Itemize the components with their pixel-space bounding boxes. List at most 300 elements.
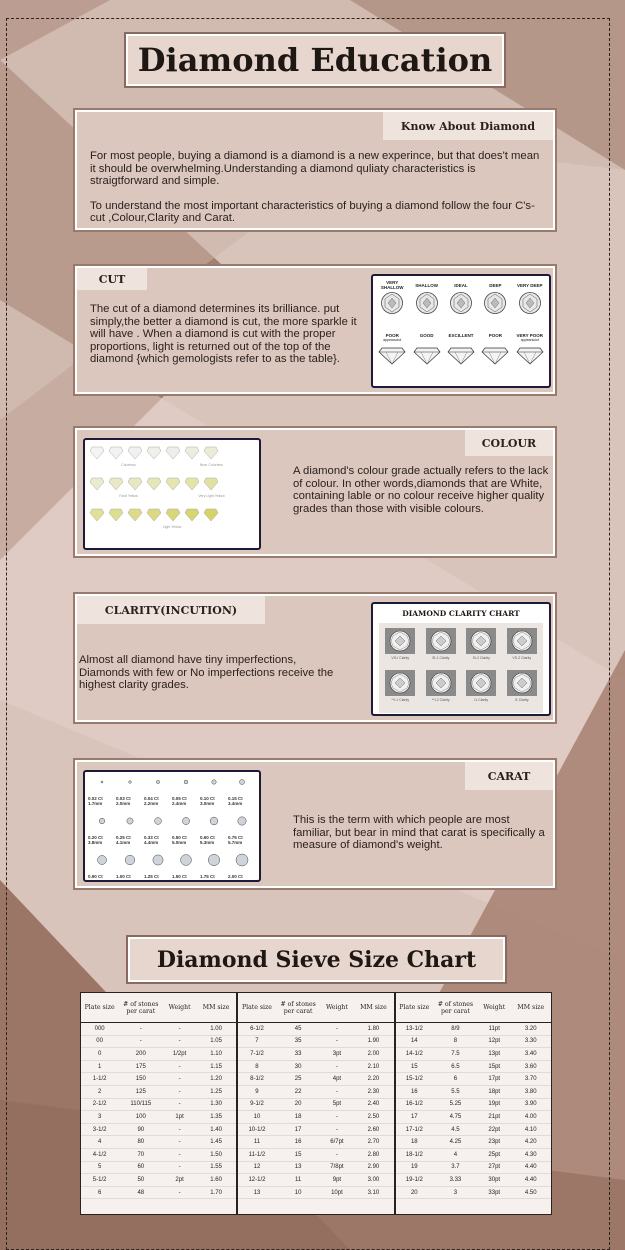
carat-mm: 6.2mm <box>88 879 103 882</box>
cut-grade-label: GOOD <box>419 333 434 338</box>
diamond-icon <box>127 508 143 522</box>
cut-diamond-top-view-icon <box>483 291 507 315</box>
table-row <box>81 1086 236 1099</box>
table-cell: 1.45 <box>210 1139 222 1146</box>
cut-grade-label: VERY POOR <box>516 333 544 338</box>
table-cell: 17pt <box>488 1076 501 1083</box>
sieve-header-cell: Plate size <box>84 1004 115 1011</box>
cut-diagram-bottom <box>478 333 512 383</box>
sieve-column <box>81 993 238 1214</box>
table-cell: 9-1/2 <box>250 1101 264 1108</box>
table-cell: 33 <box>294 1050 302 1057</box>
table-cell: 30 <box>294 1063 302 1070</box>
table-row <box>238 1187 393 1200</box>
table-cell: 60 <box>137 1164 145 1171</box>
table-cell: 4.10 <box>524 1126 537 1133</box>
cut-diagram-bottom <box>409 333 443 383</box>
cut-text: The cut of a diamond determines its brilliance. put simply,the better a diamond is cut, the more sparkle it will have . When a diamond is cut with the proper proportions, light is returned out of the top of the diamond {which gemologists refer to as the table}. <box>90 303 357 365</box>
table-cell: 11pt <box>488 1025 500 1032</box>
carat-sample <box>116 775 144 806</box>
table-row <box>81 1136 236 1149</box>
carat-diamond-icon <box>151 775 165 790</box>
sieve-header-row <box>81 993 236 1023</box>
page-title: Diamond Education <box>137 41 493 79</box>
table-cell: 14 <box>410 1038 418 1045</box>
cut-diagram-top <box>409 279 443 333</box>
diamond-icon <box>146 477 162 491</box>
colour-caption: Faint Yellow <box>119 494 138 498</box>
table-cell: 110/115 <box>130 1101 152 1108</box>
carat-diamond-icon <box>95 814 109 829</box>
table-cell: 2.20 <box>367 1076 380 1083</box>
table-cell: 4.20 <box>524 1139 537 1146</box>
clarity-grade-label: SI-2 Clarity <box>472 656 490 660</box>
table-cell: 200 <box>135 1050 146 1057</box>
colour-caption: Light Yellow <box>162 525 182 529</box>
table-cell: - <box>335 1038 338 1045</box>
carat-diamond-icon <box>207 814 221 829</box>
sieve-title: Diamond Sieve Size Chart <box>156 946 477 973</box>
table-cell: 2.70 <box>367 1139 380 1146</box>
sieve-column <box>396 993 551 1214</box>
table-cell: - <box>178 1101 181 1108</box>
cut-label-bottom <box>383 333 401 345</box>
cut-label-top: SHALLOW <box>415 282 438 288</box>
table-cell: 27pt <box>488 1164 501 1171</box>
table-cell: 5.5 <box>451 1088 460 1095</box>
carat-weight: 0.75 Ct <box>228 835 243 840</box>
diamond-icon <box>203 477 219 491</box>
table-cell: 8-1/2 <box>250 1076 264 1083</box>
sieve-header-row <box>396 993 551 1023</box>
clarity-sample <box>464 670 499 708</box>
carat-sample <box>228 853 256 882</box>
carat-diamond-icon <box>179 853 193 868</box>
carat-mm: 3.8mm <box>88 840 103 845</box>
table-cell: 14-1/2 <box>405 1050 423 1057</box>
table-cell: 80 <box>137 1139 145 1146</box>
table-row <box>396 1023 551 1036</box>
table-row <box>81 1174 236 1187</box>
colour-gem-row <box>89 477 255 498</box>
table-row <box>396 1061 551 1074</box>
clarity-image-title: DIAMOND CLARITY CHART <box>402 609 520 618</box>
carat-weight: 1.25 Ct <box>144 874 159 879</box>
table-cell: 3.10 <box>367 1189 380 1196</box>
carat-mm: 7.3mm <box>172 879 187 882</box>
table-row <box>238 1099 393 1112</box>
table-cell: 22pt <box>488 1126 501 1133</box>
colour-caption: Colorless <box>121 463 136 467</box>
diamond-icon <box>89 446 105 460</box>
table-cell: 3.90 <box>524 1101 537 1108</box>
diamond-icon <box>127 446 143 460</box>
diamond-icon <box>184 508 200 522</box>
carat-diamond-icon <box>123 853 137 868</box>
table-cell: 50 <box>137 1176 145 1183</box>
table-cell: 2.30 <box>367 1088 380 1095</box>
table-cell: 30pt <box>488 1176 501 1183</box>
table-cell: 2.40 <box>367 1101 380 1108</box>
clarity-sample <box>383 628 418 666</box>
carat-mm: 5.3mm <box>200 840 215 845</box>
table-cell: - <box>335 1126 338 1133</box>
table-row <box>81 1187 236 1200</box>
table-row <box>238 1174 393 1187</box>
table-cell: 1.70 <box>210 1189 222 1196</box>
table-cell: 4.75 <box>449 1113 462 1120</box>
diamond-icon <box>165 508 181 522</box>
table-cell: 00 <box>96 1038 103 1045</box>
table-cell: 5.25 <box>449 1101 462 1108</box>
table-row <box>238 1036 393 1049</box>
table-cell: 000 <box>94 1025 105 1032</box>
table-cell: - <box>178 1076 181 1083</box>
cut-grade-sublabel: appearsclot <box>383 338 402 342</box>
carat-mm: 7.7mm <box>200 879 215 882</box>
sieve-table <box>80 992 552 1215</box>
table-row <box>238 1048 393 1061</box>
table-cell: 1.15 <box>210 1063 222 1070</box>
table-row <box>396 1149 551 1162</box>
sieve-column <box>238 993 395 1214</box>
carat-sample <box>200 853 228 882</box>
table-cell: - <box>178 1189 181 1196</box>
carat-mm: 5.0mm <box>172 840 187 845</box>
table-cell: 1.25 <box>210 1088 222 1095</box>
carat-sample <box>144 853 172 882</box>
table-cell: 5pt <box>332 1101 342 1108</box>
diamond-icon <box>184 446 200 460</box>
clarity-image <box>371 602 551 716</box>
cut-image <box>371 274 551 388</box>
table-cell: 12pt <box>488 1038 501 1045</box>
table-cell: 1.60 <box>210 1176 222 1183</box>
sieve-header-row <box>238 993 393 1023</box>
table-cell: 19-1/2 <box>405 1176 423 1183</box>
diamond-icon <box>108 508 124 522</box>
table-cell: 16 <box>410 1088 418 1095</box>
table-cell: 2.90 <box>367 1164 380 1171</box>
table-cell: 18 <box>410 1139 418 1146</box>
table-cell: 19pt <box>488 1101 501 1108</box>
table-cell: 4.5 <box>451 1126 460 1133</box>
table-cell: - <box>178 1038 181 1045</box>
sieve-header-cell: Weight <box>325 1004 348 1011</box>
table-cell: 3-1/2 <box>92 1126 107 1133</box>
diamond-icon <box>127 477 143 491</box>
table-cell: 3 <box>97 1113 102 1120</box>
table-cell: 6 <box>453 1076 458 1083</box>
table-cell: 1 <box>97 1063 102 1070</box>
cut-diamond-side-view-icon <box>447 345 475 365</box>
table-cell: 6/7pt <box>330 1139 344 1146</box>
table-cell: 4.40 <box>524 1164 537 1171</box>
carat-mm: 3.0mm <box>200 801 215 806</box>
clarity-sample <box>424 628 459 666</box>
clarity-grade-label: **I-2 Clarity <box>431 698 450 702</box>
table-cell: 3.00 <box>367 1176 380 1183</box>
carat-weight: 0.05 Ct <box>172 796 187 801</box>
carat-sample <box>228 814 256 845</box>
table-cell: 5-1/2 <box>92 1176 107 1183</box>
carat-diamond-icon <box>207 853 221 868</box>
table-cell: 8 <box>453 1038 458 1045</box>
table-row <box>396 1136 551 1149</box>
carat-weight: 0.02 Ct <box>88 796 103 801</box>
carat-sample <box>144 814 172 845</box>
table-cell: 25pt <box>488 1151 501 1158</box>
carat-mm: 2.2mm <box>144 801 159 806</box>
carat-mm: 1.7mm <box>88 801 103 806</box>
table-row <box>81 1111 236 1124</box>
table-cell: 13pt <box>488 1050 501 1057</box>
table-cell: 2 <box>97 1088 102 1095</box>
clarity-grade-label: **I-1 Clarity <box>391 698 410 702</box>
table-cell: 45 <box>294 1025 302 1032</box>
table-cell: - <box>139 1038 142 1045</box>
carat-tag: CARAT <box>465 762 553 790</box>
cut-label-bottom <box>517 333 544 345</box>
cut-diagram-top <box>513 279 547 333</box>
table-cell: 1.20 <box>210 1076 222 1083</box>
table-row <box>238 1111 393 1124</box>
table-cell: 4.40 <box>524 1176 537 1183</box>
table-cell: 1.50 <box>210 1151 222 1158</box>
carat-diamond-icon <box>151 853 165 868</box>
colour-caption: Near Colorless <box>199 463 223 467</box>
cut-diamond-top-view-icon <box>518 291 542 315</box>
carat-weight: 0.25 Ct <box>116 835 131 840</box>
table-cell: 4.00 <box>524 1113 537 1120</box>
sieve-header-cell: Weight <box>168 1004 191 1011</box>
table-cell: 4.25 <box>449 1139 462 1146</box>
colour-caption-row <box>89 494 255 498</box>
carat-diamond-icon <box>95 853 109 868</box>
cut-diamond-side-view-icon <box>413 345 441 365</box>
table-cell: 3.20 <box>524 1025 537 1032</box>
carat-sample <box>172 775 200 806</box>
colour-text: A diamond's colour grade actually refers to the lack of colour. In other words,diamonds that are White, containing lable or no colour receive higher quality grades than those with visible colours. <box>293 465 549 515</box>
table-cell: 2.10 <box>367 1063 380 1070</box>
table-row <box>238 1086 393 1099</box>
table-cell: 11-1/2 <box>248 1151 266 1158</box>
table-cell: 7.5 <box>451 1050 460 1057</box>
table-row <box>81 1036 236 1049</box>
clarity-diamond-icon <box>385 628 415 654</box>
table-row <box>81 1061 236 1074</box>
cut-diagram-bottom <box>375 333 409 383</box>
cut-label-top: IDEAL <box>454 282 468 288</box>
sieve-header-cell: # of stones per carat <box>280 1000 316 1015</box>
carat-sample <box>116 853 144 882</box>
table-cell: 16 <box>294 1139 302 1146</box>
clarity-tag: CLARITY(INCUTION) <box>77 596 265 624</box>
table-cell: 8 <box>255 1063 259 1070</box>
cut-diagram-bottom <box>444 333 478 383</box>
diamond-icon <box>165 477 181 491</box>
table-cell: - <box>178 1063 181 1070</box>
cut-diagram-bottom <box>513 333 547 383</box>
table-cell: - <box>335 1088 338 1095</box>
carat-weight: 0.10 Ct <box>200 796 215 801</box>
table-row <box>396 1036 551 1049</box>
table-cell: - <box>178 1025 181 1032</box>
table-cell: 11 <box>294 1176 302 1183</box>
table-cell: 8/9 <box>451 1025 460 1032</box>
intro-tag: Know About Diamond <box>383 112 553 140</box>
table-cell: 2pt <box>175 1176 184 1183</box>
cut-card <box>75 266 555 394</box>
table-cell: - <box>178 1139 181 1146</box>
sieve-header-cell: MM size <box>517 1004 545 1011</box>
intro-card <box>75 110 555 230</box>
diamond-icon <box>146 446 162 460</box>
table-cell: 15pt <box>488 1063 501 1070</box>
table-cell: - <box>335 1113 338 1120</box>
table-row <box>81 1124 236 1137</box>
carat-diamond-icon <box>179 775 193 790</box>
table-cell: 10-1/2 <box>248 1126 266 1133</box>
sieve-header-cell: Plate size <box>399 1004 430 1011</box>
table-cell: 6-1/2 <box>250 1025 264 1032</box>
cut-tag: CUT <box>77 268 147 290</box>
table-cell: 5 <box>97 1164 102 1171</box>
diamond-icon <box>108 446 124 460</box>
carat-sample <box>144 775 172 806</box>
carat-mm: 6.9mm <box>144 879 159 882</box>
table-cell: 3pt <box>332 1050 342 1057</box>
colour-caption-row <box>89 463 255 467</box>
table-cell: 2.60 <box>367 1126 380 1133</box>
table-cell: 13 <box>294 1164 302 1171</box>
carat-mm: 6.4mm <box>116 879 131 882</box>
carat-weight: 1.00 Ct <box>116 874 131 879</box>
cut-label-bottom <box>420 333 434 345</box>
table-cell: 21pt <box>488 1113 501 1120</box>
table-cell: 22 <box>294 1088 302 1095</box>
table-row <box>238 1073 393 1086</box>
cut-diagram-top <box>375 279 409 333</box>
clarity-sample <box>424 670 459 708</box>
carat-diamond-icon <box>151 814 165 829</box>
table-cell: 4.50 <box>524 1189 537 1196</box>
cut-label-top: DEEP <box>489 282 502 288</box>
table-row <box>81 1023 236 1036</box>
carat-sample <box>172 814 200 845</box>
carat-image <box>83 770 261 882</box>
cut-grade-label: POOR <box>488 333 503 338</box>
table-cell: 1.80 <box>367 1025 380 1032</box>
table-cell: 10 <box>253 1113 261 1120</box>
clarity-diamond-icon <box>507 670 537 696</box>
table-cell: 0 <box>97 1050 102 1057</box>
diamond-icon <box>108 477 124 491</box>
sieve-title-box <box>128 937 505 982</box>
table-cell: 3.70 <box>524 1076 537 1083</box>
clarity-diamond-icon <box>466 670 496 696</box>
cut-grade-label: POOR <box>385 333 399 338</box>
table-row <box>396 1048 551 1061</box>
diamond-icon <box>184 477 200 491</box>
table-row <box>238 1136 393 1149</box>
table-cell: 23pt <box>488 1139 501 1146</box>
diamond-icon <box>203 508 219 522</box>
cut-grade-label: EXCILLENT <box>448 333 474 338</box>
carat-weight: 0.15 Ct <box>228 796 243 801</box>
colour-tag: COLOUR <box>465 430 553 456</box>
table-row <box>81 1162 236 1175</box>
carat-sample <box>172 853 200 882</box>
table-cell: 70 <box>137 1151 145 1158</box>
table-cell: 3.40 <box>524 1050 537 1057</box>
table-row <box>238 1023 393 1036</box>
table-row <box>396 1124 551 1137</box>
table-cell: 1.55 <box>210 1164 222 1171</box>
cut-label-top: VERY SHALLOW <box>380 280 404 290</box>
table-cell: - <box>178 1126 181 1133</box>
carat-weight: 0.60 Ct <box>200 835 215 840</box>
carat-text: This is the term with which people are most familiar, but bear in mind that carat is specifically a measure of diamond's weight. <box>293 814 545 851</box>
cut-diagram-top <box>478 279 512 333</box>
table-row <box>396 1086 551 1099</box>
carat-diamond-icon <box>95 775 109 790</box>
table-cell: 10pt <box>331 1189 343 1196</box>
table-cell: 12 <box>253 1164 261 1171</box>
table-cell: 90 <box>137 1126 145 1133</box>
table-cell: 1.30 <box>210 1101 222 1108</box>
table-cell: 3.33 <box>449 1176 462 1183</box>
carat-diamond-icon <box>235 853 249 868</box>
cut-diamond-side-view-icon <box>378 345 406 365</box>
table-cell: - <box>139 1025 142 1032</box>
carat-diamond-icon <box>123 775 137 790</box>
table-cell: 1/2pt <box>172 1050 187 1057</box>
intro-text <box>90 150 545 225</box>
carat-sample <box>88 775 116 806</box>
sieve-header-cell: Weight <box>483 1004 506 1011</box>
clarity-diamond-icon <box>426 628 456 654</box>
table-row <box>238 1124 393 1137</box>
clarity-diamond-icon <box>426 670 456 696</box>
clarity-diamond-icon <box>466 628 496 654</box>
colour-gem-row <box>89 508 255 529</box>
table-cell: 35 <box>294 1038 302 1045</box>
carat-weight: 0.03 Ct <box>116 796 131 801</box>
table-row <box>238 1162 393 1175</box>
table-cell: - <box>335 1063 338 1070</box>
carat-mm: 2.4mm <box>172 801 187 806</box>
table-cell: 3.80 <box>524 1088 537 1095</box>
table-cell: 17 <box>294 1126 302 1133</box>
table-row <box>396 1111 551 1124</box>
clarity-diamond-icon <box>385 670 415 696</box>
table-cell: 10 <box>294 1189 302 1196</box>
table-cell: 48 <box>137 1189 145 1196</box>
table-cell: 20 <box>410 1189 418 1196</box>
carat-sample <box>200 775 228 806</box>
table-row <box>396 1162 551 1175</box>
table-cell: 18-1/2 <box>405 1151 423 1158</box>
carat-weight: 0.90 Ct <box>88 874 103 879</box>
table-cell: 18pt <box>488 1088 501 1095</box>
sieve-header-cell: Plate size <box>241 1004 272 1011</box>
table-cell: 11 <box>253 1139 261 1146</box>
table-cell: 2.00 <box>367 1050 380 1057</box>
carat-diamond-icon <box>179 814 193 829</box>
sieve-header-cell: # of stones per carat <box>437 1000 474 1015</box>
table-cell: 1.40 <box>210 1126 222 1133</box>
